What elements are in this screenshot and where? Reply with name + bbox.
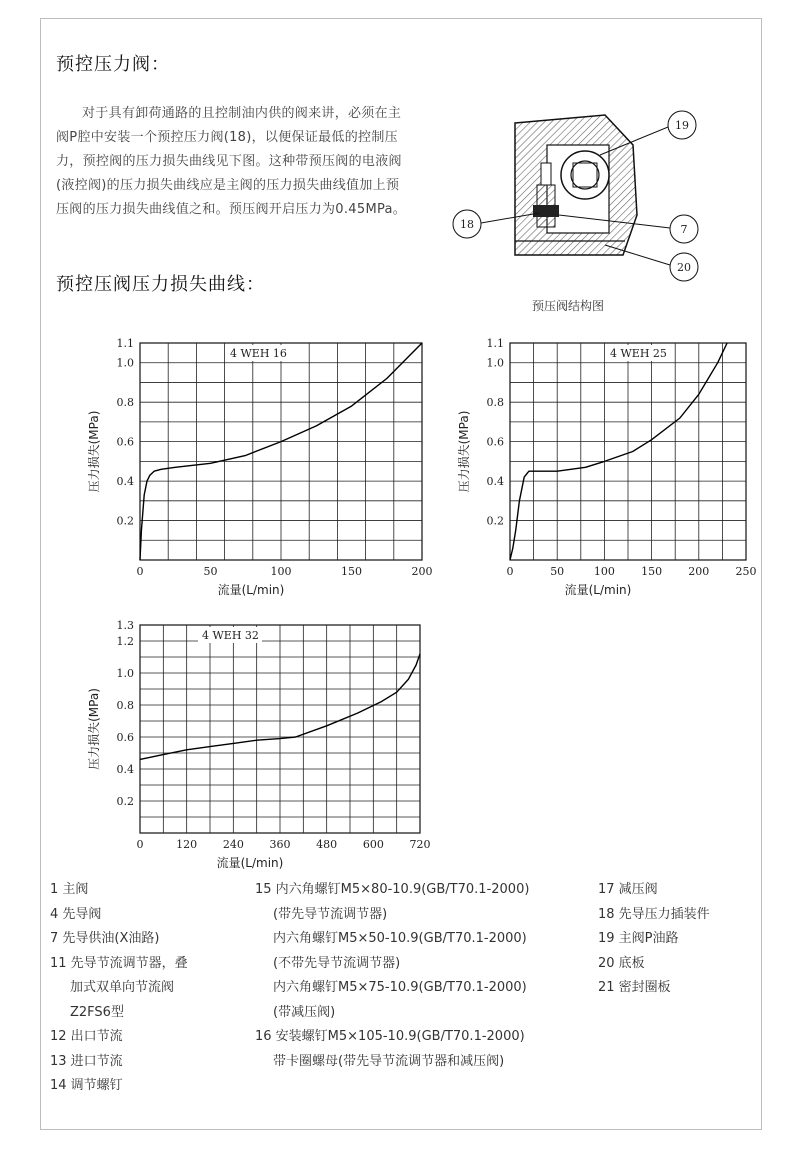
legend-item: 内六角螺钉M5×75-10.9(GB/T70.1-2000) — [273, 980, 527, 995]
y-tick-label: 0.8 — [116, 699, 134, 712]
svg-text:19: 19 — [675, 119, 689, 132]
chart-title: 4 WEH 16 — [230, 347, 287, 360]
y-tick-label: 1.1 — [116, 337, 134, 350]
y-tick-label: 0.6 — [486, 435, 504, 449]
y-tick-label: 1.0 — [116, 667, 134, 680]
legend-item: 4 先导阀 — [50, 906, 102, 922]
legend-item: 1 主阀 — [50, 882, 89, 897]
legend-item: (带减压阀) — [273, 1004, 336, 1020]
y-tick-label: 0.2 — [486, 514, 504, 528]
legend-item: (带先导节流调节器) — [273, 906, 388, 922]
x-tick-label: 480 — [316, 838, 338, 851]
paragraph-line: 力，预控阀的压力损失曲线见下图。这种带预压阀的电液阀 — [56, 154, 402, 169]
y-tick-label: 0.2 — [116, 514, 134, 528]
y-tick-label: 1.1 — [486, 337, 504, 350]
legend-item: 18 先导压力插装件 — [598, 906, 710, 922]
chart-title: 4 WEH 32 — [202, 629, 259, 642]
legend-item: 加式双单向节流阀 — [70, 980, 175, 995]
y-tick-label: 1.0 — [116, 356, 134, 370]
y-tick-label: 0.6 — [116, 731, 134, 744]
x-tick-label: 200 — [411, 565, 433, 578]
chart-4weh25 — [448, 325, 768, 605]
x-tick-label: 600 — [362, 838, 384, 851]
section-heading-loss-curves: 预控压阀压力损失曲线： — [56, 274, 265, 295]
x-tick-label: 250 — [735, 565, 757, 578]
legend-item: 19 主阀P油路 — [598, 931, 679, 946]
x-tick-label: 120 — [176, 838, 198, 851]
x-tick-label: 100 — [270, 565, 292, 578]
legend-column-1 — [50, 878, 188, 1099]
x-axis-label: 流量(L/min) — [217, 583, 285, 597]
x-tick-label: 720 — [409, 838, 431, 851]
section-heading-preload-valve: 预控压力阀： — [56, 54, 170, 75]
paragraph-line: (液控阀)的压力损失曲线应是主阀的压力损失曲线值加上预 — [56, 178, 400, 193]
legend-item: 15 内六角螺钉M5×80-10.9(GB/T70.1-2000) — [255, 882, 530, 897]
y-tick-label: 1.2 — [116, 635, 134, 648]
legend-item: 21 密封圈板 — [598, 980, 671, 995]
y-tick-label: 1.0 — [486, 356, 504, 370]
y-tick-label: 0.4 — [116, 475, 134, 489]
chart-4weh32 — [60, 607, 440, 870]
x-tick-label: 0 — [506, 565, 514, 578]
legend-item: (不带先导节流调节器) — [273, 955, 401, 971]
legend-item: 16 安装螺钉M5×105-10.9(GB/T70.1-2000) — [255, 1029, 525, 1044]
y-tick-label: 0.4 — [486, 475, 504, 489]
legend-item: Z2FS6型 — [70, 1004, 124, 1020]
legend-item: 20 底板 — [598, 955, 645, 971]
y-tick-label: 0.6 — [116, 435, 134, 449]
legend-item: 17 减压阀 — [598, 882, 658, 897]
y-tick-label: 0.4 — [116, 763, 134, 776]
legend-item: 14 调节螺钉 — [50, 1078, 123, 1093]
x-tick-label: 150 — [341, 565, 362, 578]
y-tick-label: 0.2 — [116, 795, 134, 808]
valve-body-section — [515, 115, 637, 255]
x-tick-label: 50 — [550, 565, 565, 578]
description-paragraph — [56, 102, 448, 222]
legend-column-3 — [598, 878, 710, 1001]
y-axis-label: 压力损失(MPa) — [87, 688, 101, 770]
legend-column-2 — [255, 878, 529, 1074]
y-axis-label: 压力损失(MPa) — [87, 410, 101, 493]
paragraph-line: 压阀的压力损失曲线值之和。预压阀开启压力为0.45MPa。 — [56, 202, 407, 217]
x-axis-label: 流量(L/min) — [216, 856, 284, 870]
x-tick-label: 0 — [136, 565, 144, 578]
svg-text:18: 18 — [460, 218, 474, 231]
legend-item: 12 出口节流 — [50, 1029, 123, 1044]
y-tick-label: 0.8 — [116, 396, 134, 410]
y-tick-label: 0.8 — [486, 396, 504, 410]
diagram-caption: 预压阀结构图 — [532, 299, 605, 313]
x-tick-label: 100 — [593, 565, 615, 578]
x-tick-label: 150 — [641, 565, 663, 578]
legend-item: 11 先导节流调节器，叠 — [50, 955, 188, 971]
paragraph-line: 阀P腔中安装一个预控压力阀(18)，以便保证最低的控制压 — [56, 130, 398, 145]
chart-title: 4 WEH 25 — [610, 347, 667, 360]
chart-4weh16 — [60, 325, 440, 605]
legend-item: 7 先导供油(X油路) — [50, 931, 160, 946]
x-tick-label: 50 — [203, 565, 218, 578]
legend-item: 13 进口节流 — [50, 1053, 123, 1069]
x-tick-label: 240 — [222, 838, 244, 851]
x-tick-label: 360 — [269, 838, 291, 851]
x-axis-label: 流量(L/min) — [564, 583, 632, 597]
x-tick-label: 200 — [688, 565, 710, 578]
paragraph-line: 对于具有卸荷通路的且控制油内供的阀来讲，必须在主 — [82, 106, 402, 121]
svg-text:7: 7 — [680, 223, 688, 236]
legend-item: 带卡圈螺母(带先导节流调节器和减压阀) — [273, 1053, 505, 1069]
legend-item: 内六角螺钉M5×50-10.9(GB/T70.1-2000) — [273, 931, 527, 946]
y-axis-label: 压力损失(MPa) — [457, 410, 471, 493]
x-tick-label: 0 — [136, 838, 144, 851]
y-tick-label: 1.3 — [116, 619, 134, 632]
svg-text:20: 20 — [677, 261, 691, 274]
valve-structure-diagram — [455, 105, 705, 290]
